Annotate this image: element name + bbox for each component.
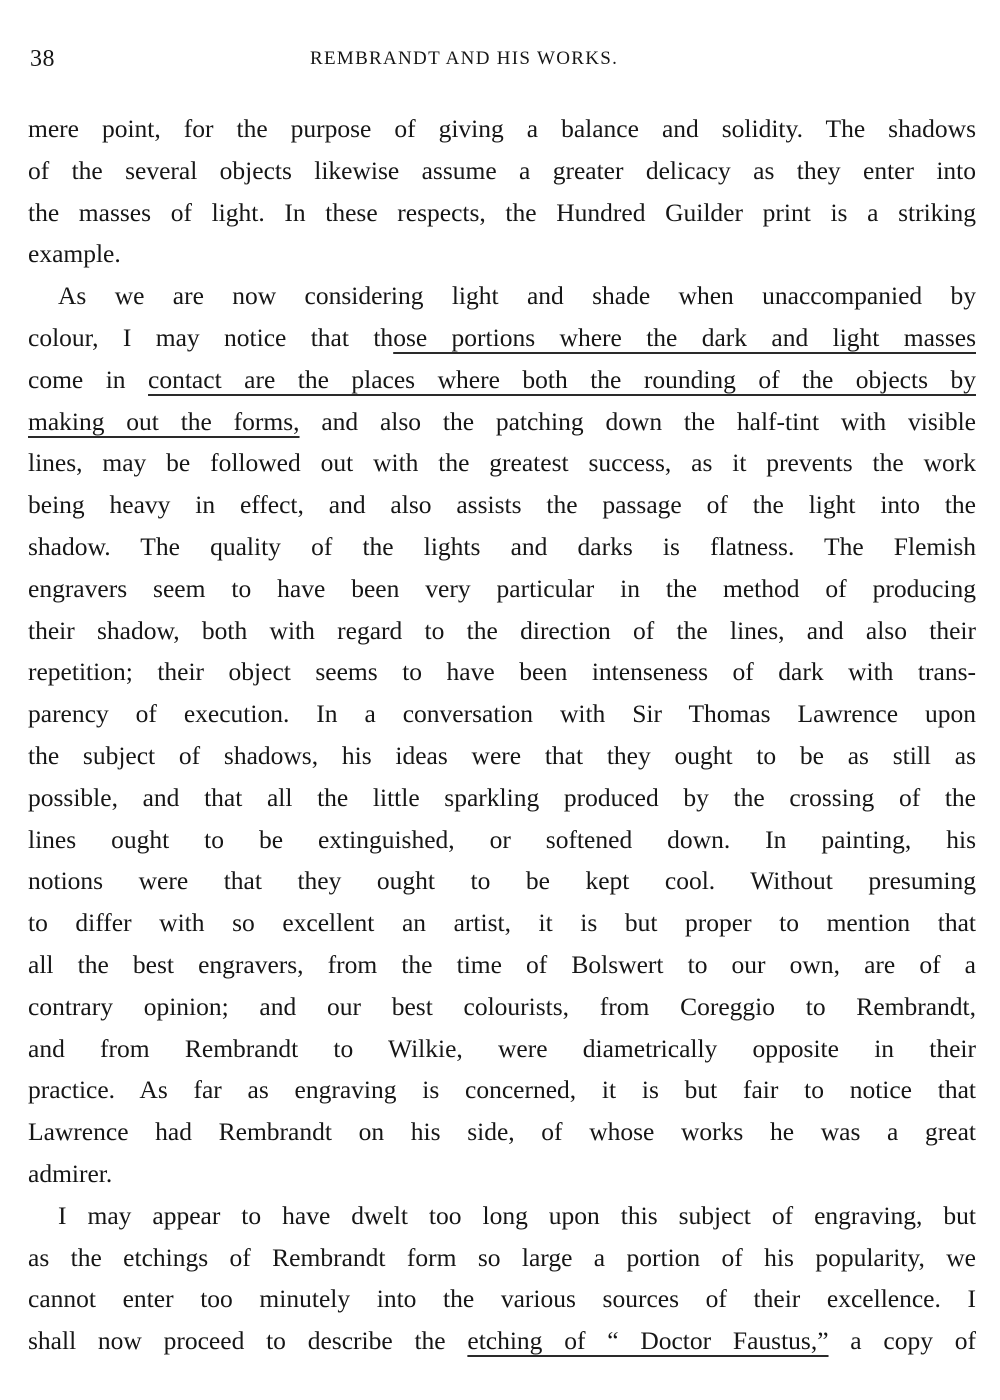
text-line: lines ought to be extinguished, or softened down. In painting, his [28,824,976,854]
underlined-text-line [28,317,976,359]
text-line: engravers seem to have been very particular in the method of producing [28,573,976,603]
running-title: REMBRANDT AND HIS WORKS. [310,48,619,69]
text-line: admirer. [28,1158,113,1188]
underlined-text-line [28,1320,976,1362]
text-line: possible, and that all the little sparkling produced by the crossing of the [28,782,976,812]
text-line: all the best engravers, from the time of Bolswert to our own, are of a [28,949,976,979]
text-segment: come in [28,364,149,394]
underlined-text-line [28,401,976,443]
text-line: practice. As far as engraving is concerned, it is but fair to notice that [28,1075,976,1105]
underlined-text-line [28,359,976,401]
text-line: the subject of shadows, his ideas were that they ought to be as still as [28,740,976,770]
text-line: cannot enter too minutely into the various sources of their excellence. I [28,1284,976,1314]
text-line: as the etchings of Rembrandt form so large a portion of his popularity, we [28,1242,976,1272]
text-line: mere point, for the purpose of giving a balance and solidity. The shadows [28,114,976,143]
text-line: and from Rembrandt to Wilkie, were diametrically opposite in their [28,1033,976,1063]
text-line: contrary opinion; and our best colourists, from Coreggio to Rembrandt, [28,991,976,1021]
text-line: their shadow, both with regard to the direction of the lines, and also their [28,615,976,645]
text-line: lines, may be followed out with the greatest success, as it prevents the work [28,448,976,478]
page-number: 38 [30,46,55,72]
text-line: the masses of light. In these respects, the Hundred Guilder print is a striking [28,197,976,227]
text-line: repetition; their object seems to have been intenseness of dark with trans- [28,657,976,687]
text-line: parency of execution. In a conversation with Sir Thomas Lawrence upon [28,699,976,729]
text-line: example. [28,239,121,269]
text-line: to differ with so excellent an artist, it is but proper to mention that [28,908,976,938]
pen-underlined-text: contact are the places where both the rounding of the objects by [148,364,976,394]
paragraph-start-line: I may appear to have dwelt too long upon this subject of engraving, but [58,1200,976,1230]
pen-underlined-text: making out the forms, [28,406,300,436]
text-line: Lawrence had Rembrandt on his side, of whose works he was a great [28,1117,976,1147]
text-segment: a copy of [828,1326,976,1356]
pen-underlined-text: etching of “ Doctor Faustus,” [467,1326,829,1356]
text-line: notions were that they ought to be kept cool. Without presuming [28,866,976,896]
text-segment: colour, I may notice that th [28,322,394,352]
text-line: of the several objects likewise assume a greater delicacy as they enter into [28,155,976,185]
paragraph-start-line: As we are now considering light and shade when unaccompanied by [58,281,976,311]
body-text [28,108,976,1362]
text-line: being heavy in effect, and also assists the passage of the light into the [28,490,976,520]
text-line: shadow. The quality of the lights and darks is flatness. The Flemish [28,531,976,561]
text-segment: shall now proceed to describe the [28,1326,468,1356]
pen-underlined-text: ose portions where the dark and light masses [393,322,976,352]
text-segment: and also the patching down the half-tint with visible [299,406,976,436]
